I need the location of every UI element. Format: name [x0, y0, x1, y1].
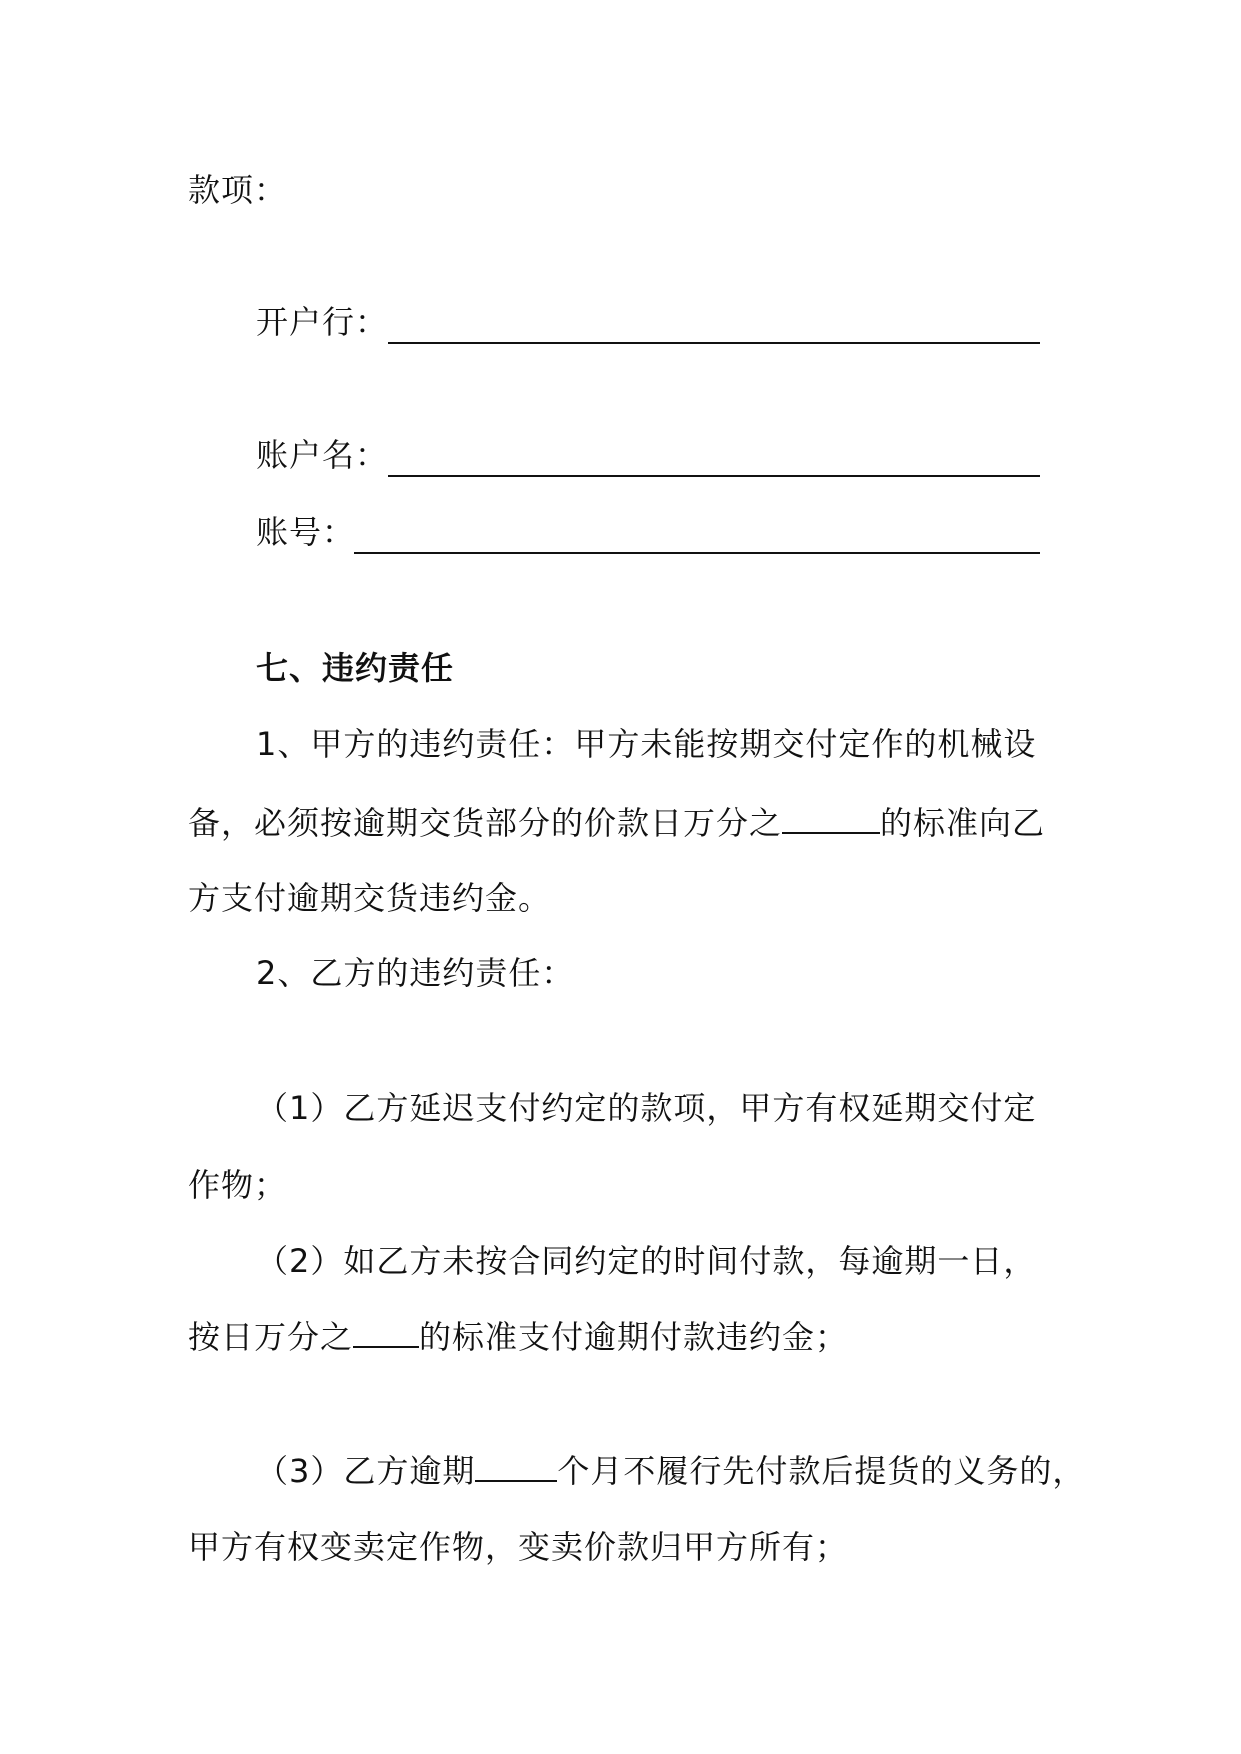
paragraph-line: 作物； [188, 1166, 288, 1204]
paragraph-line: 备，必须按逾期交货部分的价款日万分之 的标准向乙 [188, 804, 1046, 842]
paragraph-line: 按日万分之 的标准支付逾期付款违约金； [188, 1318, 849, 1356]
account-name-label: 账户名： [256, 436, 389, 474]
account-no-blank-line[interactable] [354, 552, 1040, 554]
bank-blank-line[interactable] [388, 342, 1040, 344]
text-line: 款项： [188, 171, 288, 209]
paragraph-line: 1、甲方的违约责任：甲方未能按期交付定作的机械设 [256, 725, 1037, 763]
account-name-blank-line[interactable] [388, 475, 1040, 477]
paragraph-line: 甲方有权变卖定作物，变卖价款归甲方所有； [188, 1528, 849, 1566]
paragraph-line: （2）如乙方未按合同约定的时间付款，每逾期一日， [256, 1242, 1037, 1280]
paragraph-line: 2、乙方的违约责任： [256, 954, 575, 992]
account-no-label: 账号： [256, 513, 356, 551]
fill-blank[interactable] [782, 802, 880, 834]
paragraph-line: 方支付逾期交货违约金。 [188, 879, 552, 917]
paragraph-line: （3）乙方逾期 个月不履行先付款后提货的义务的， [256, 1452, 1086, 1490]
section-title: 七、违约责任 [256, 649, 455, 687]
fill-blank[interactable] [353, 1316, 419, 1348]
fill-blank[interactable] [475, 1450, 557, 1482]
paragraph-line: （1）乙方延迟支付约定的款项，甲方有权延期交付定 [256, 1089, 1037, 1127]
bank-label: 开户行： [256, 303, 389, 341]
